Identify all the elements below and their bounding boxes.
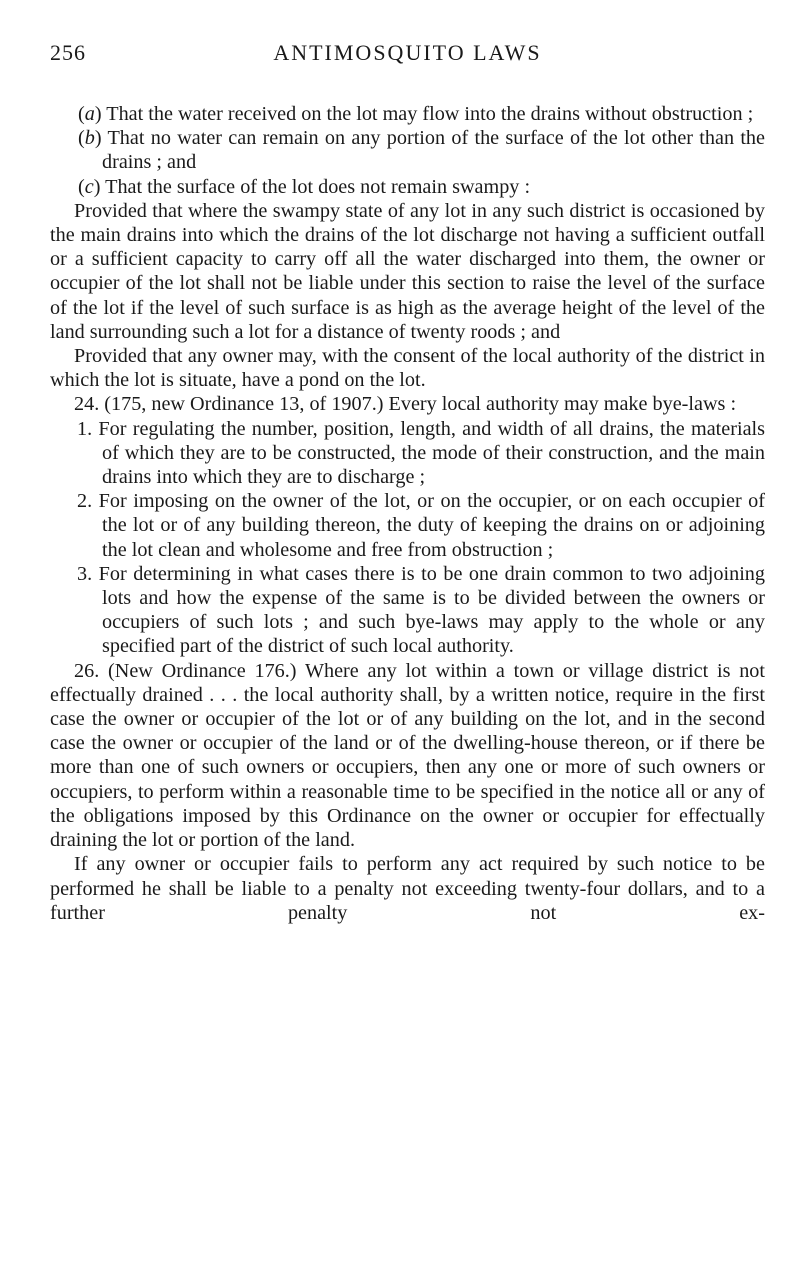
clause-open: (	[78, 127, 85, 150]
item-text: For regulating the number, position, length, and width of all drains, the materials of which they are to be constructed, the mode of their construction, and the main drains into which they are to discharge ;	[98, 417, 765, 489]
clause-text: That no water can remain on any portion of the surface of the lot other than the drains ; and	[101, 127, 765, 174]
proviso-2: Provided that any owner may, with the consent of the local authority of the district in which the lot is situate, have a pond on the lot.	[50, 345, 765, 392]
clause-open: (	[78, 175, 85, 198]
bye-law-item-2	[50, 489, 765, 562]
clause-label: c	[84, 175, 94, 198]
clause-a	[50, 102, 765, 126]
running-head: ANTIMOSQUITO LAWS	[273, 40, 542, 65]
clause-close: )	[93, 175, 101, 198]
proviso-1: Provided that where the swampy state of any lot in any such district is occasioned by the main drains into which the drains of the lot discharge not having a sufficient outfall or a sufficient capacity to carry off all the water discharged into them, the owner or occupier of the lot shall not be liable under this section to raise the level of the surface of the lot if the level of such surface is as high as the average height of the level of the land surrounding such a lot for a distance of twenty roods ; and	[50, 199, 765, 343]
item-text: For determining in what cases there is to be one drain common to two adjoining lots and how the expense of the same is to be divided between the owners or occupiers of such lots ; and such bye-laws may apply to the whole or any specified part of the district of such local authority.	[98, 562, 765, 658]
item-number: 1.	[77, 417, 93, 440]
clause-open: (	[78, 103, 85, 125]
clause-label: a	[84, 103, 95, 125]
clause-text: That the surface of the lot does not remain swampy :	[100, 175, 531, 198]
clause-close: )	[94, 103, 102, 125]
page-number: 256	[50, 40, 86, 65]
section-24: 24. (175, new Ordinance 13, of 1907.) Every local authority may make bye-laws :	[74, 393, 737, 416]
clause-close: )	[94, 127, 102, 150]
clause-label: b	[84, 127, 95, 150]
bye-law-item-3	[50, 562, 765, 659]
bye-law-item-1	[50, 417, 765, 490]
clause-b	[50, 126, 765, 174]
item-number: 2.	[77, 490, 93, 513]
body-text	[50, 102, 765, 925]
page-header	[50, 40, 765, 84]
document-page	[50, 40, 765, 1250]
clause-text: That the water received on the lot may flow into the drains without obstruction ;	[101, 103, 754, 125]
clause-c	[50, 175, 765, 199]
section-26: 26. (New Ordinance 176.) Where any lot within a town or village district is not effectually drained . . . the local authority shall, by a written notice, require in the first case the owner or occupier of the lot or of any building on the lot, and in the second case the owner or occupier of the land or of the dwelling-house thereon, or if there be more than one of such owners or occupiers, then any one or more of such owners or occupiers, to perform within a reasonable time to be specified in the notice all or any of the obligations imposed by this Ordinance on the owner or occupier for effectually draining the lot or portion of the land.	[50, 659, 765, 852]
item-text: For imposing on the owner of the lot, or on the occupier, or on each occupier of the lot or of any building thereon, the duty of keeping the drains on or adjoining the lot clean and wholesome and free from obstruction ;	[98, 490, 765, 561]
penalty-paragraph: If any owner or occupier fails to perform any act required by such notice to be performed he shall be liable to a penalty not exceeding twenty-four dollars, and to a further penalty not ex-	[50, 853, 765, 924]
item-number: 3.	[77, 562, 93, 585]
